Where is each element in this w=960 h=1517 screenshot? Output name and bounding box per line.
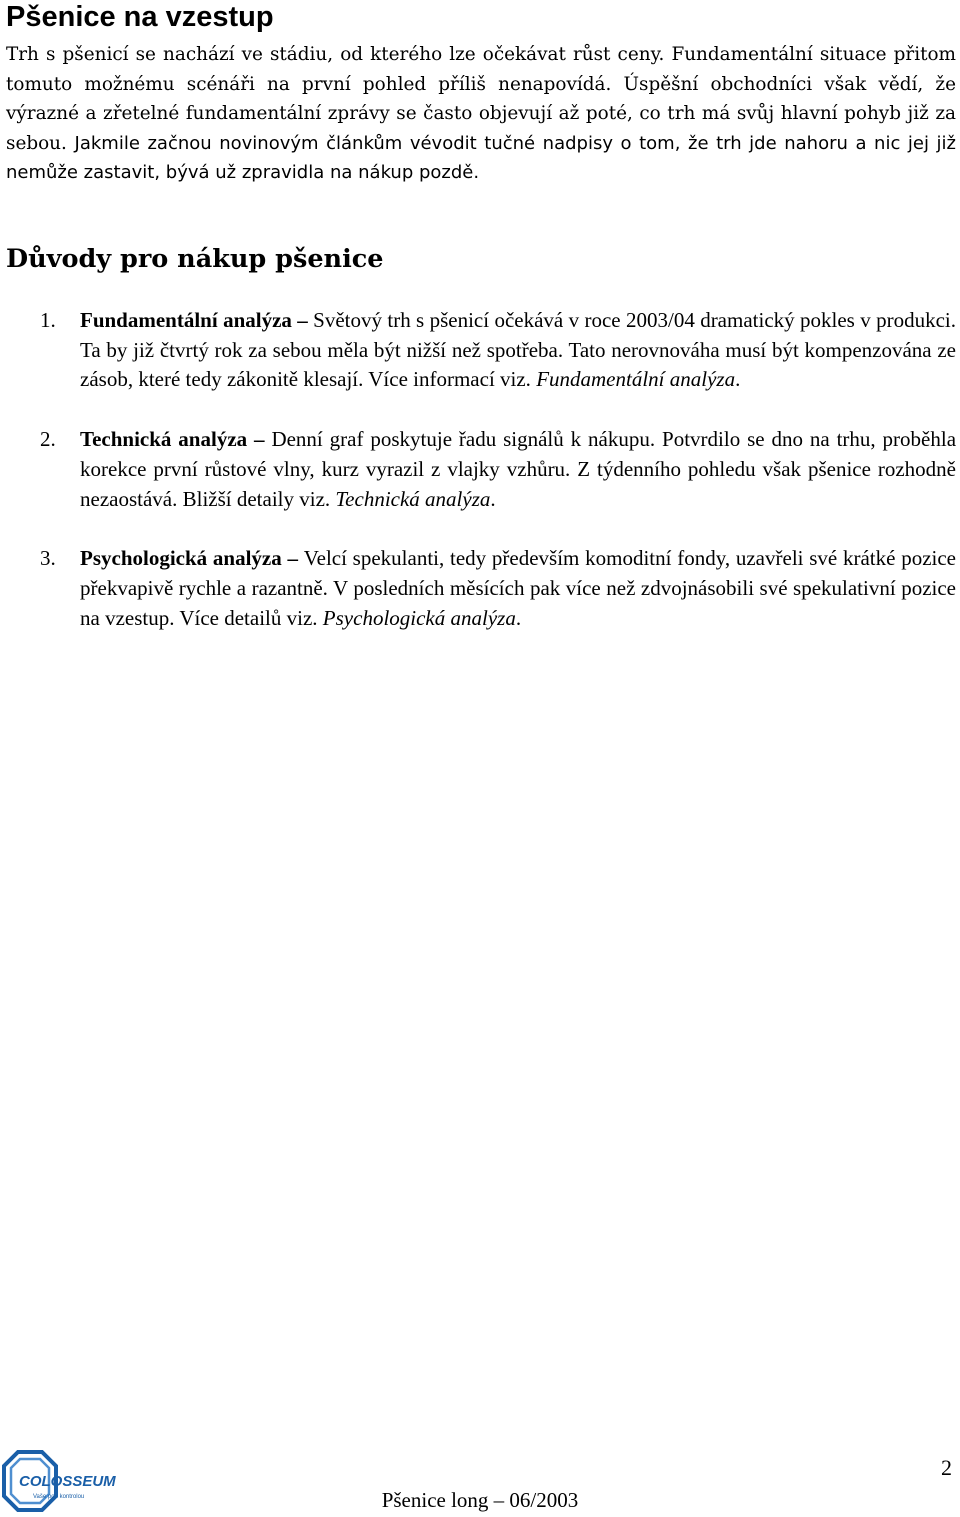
logo-tagline: Vaše pod kontrolou (33, 1494, 85, 1500)
reason-reference-link[interactable]: Psychologická analýza (322, 605, 516, 630)
reason-item-technical (40, 425, 956, 514)
reason-item-psychological (40, 544, 956, 633)
reason-body (80, 544, 956, 633)
reason-end: . (515, 605, 522, 630)
reason-dash: – (291, 308, 314, 332)
reason-body (80, 306, 956, 395)
reason-text: Denní graf poskytuje řadu signálů k nákupu. Potvrdilo se dno na trhu, proběhla korekce první růstové vlny, kurz vyrazil z vlajky vzhůru. Z týdenního pohledu však pšenice rozhodně nezaostává. Bližší detaily viz. (80, 427, 957, 511)
footer-doc-label: Pšenice long – 06/2003 (381, 1488, 579, 1512)
reason-term: Psychologická analýza (80, 546, 282, 571)
intro-text: Trh s pšenicí se nachází ve stádiu, od kterého lze očekávat růst ceny. Fundamentální situace přitom tomuto možnému scénáři na první pohled příliš nenapovídá. Úspěšní obchodníci však vědí, že výrazné a zřetelné fundamentální zprávy se často objevují až poté, co trh má svůj hlavní pohyb již za sebou. (6, 44, 956, 154)
reason-dash: – (247, 427, 272, 452)
section-heading: Důvody pro nákup pšenice (6, 244, 384, 274)
reason-end: . (490, 486, 496, 511)
reasons-list (40, 306, 956, 633)
reason-body (80, 425, 956, 514)
page-number: 2 (941, 1455, 952, 1480)
page-title: Pšenice na vzestup (6, 1, 274, 33)
intro-text-tail: Jakmile začnou novinovým článkům vévodit tučné nadpisy o tom, že trh jde nahoru a nic jej již nemůže zastavit, bývá už zpravidla na nákup pozdě. (6, 132, 956, 183)
reason-reference-link[interactable]: Technická analýza (335, 486, 491, 511)
reason-reference-link[interactable]: Fundamentální analýza (536, 367, 736, 392)
reason-text: Světový trh s pšenicí očekává v roce 2003/04 dramatický pokles v produkci. Ta by již čtvrtý rok za sebou měla být nižší než spotřeba. Tato nerovnováha musí být kompenzována ze zásob, které tedy zákonitě klesají. Více informací viz. (80, 308, 956, 392)
reason-number: 3. (40, 546, 56, 571)
logo-wordmark: COLOSSEUM (19, 1473, 116, 1490)
reason-text: Velcí spekulanti, tedy především komoditní fondy, uzavřeli své krátké pozice překvapivě rychle a razantně. V posledních měsících pak více než zdvojnásobili své spekulativní pozice na vzestup. Více detailů viz. (80, 546, 957, 630)
reason-item-fundamental (40, 306, 956, 395)
reason-end: . (735, 367, 741, 392)
reason-number: 1. (40, 308, 56, 332)
intro-paragraph (6, 40, 956, 188)
reason-term: Technická analýza (80, 427, 248, 452)
reason-number: 2. (40, 427, 56, 452)
reason-term: Fundamentální analýza (80, 308, 292, 332)
reason-dash: – (281, 546, 304, 571)
